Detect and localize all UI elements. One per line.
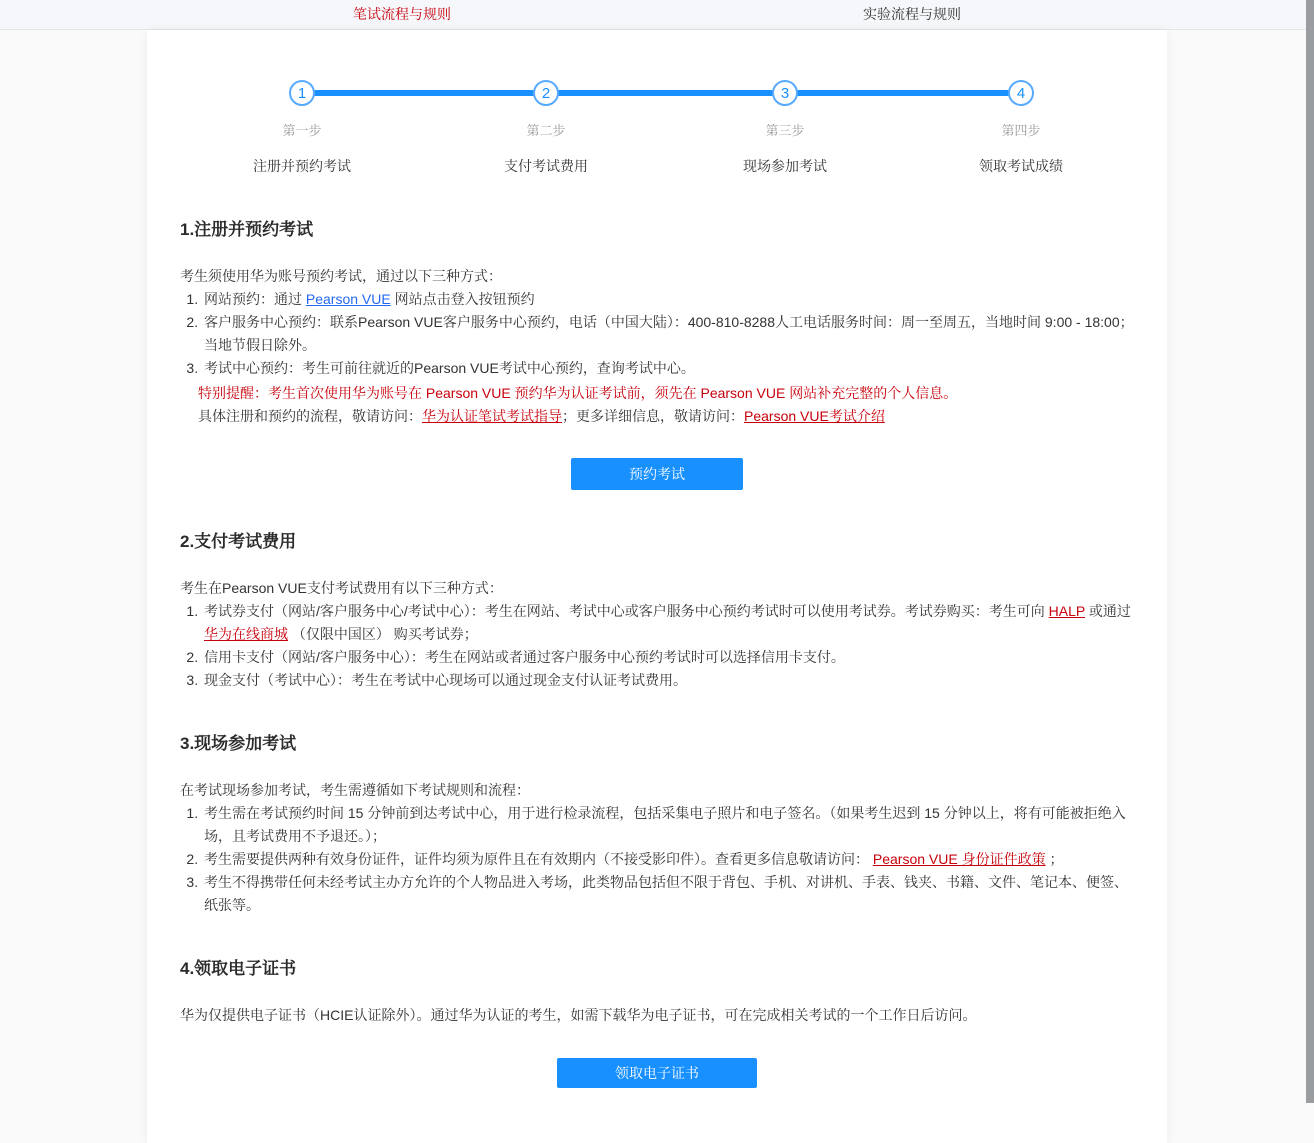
link-id-policy[interactable]: Pearson VUE 身份证件政策 (872, 851, 1046, 867)
tab-lab-exam-process[interactable]: 实验流程与规则 (863, 6, 961, 22)
guide-links-line (180, 405, 1134, 428)
step-2-label: 第二步 (526, 123, 566, 138)
section-1-item-1 (202, 288, 1134, 311)
step-1-title: 注册并预约考试 (253, 158, 351, 174)
step-2 (446, 80, 646, 176)
section-2-item-1 (202, 600, 1134, 646)
book-exam-button[interactable]: 预约考试 (571, 458, 743, 490)
section-3-item-3: 3. 考生不得携带任何未经考试主办方允许的个人物品进入考场，此类物品包括但不限于背包、手机、对讲机、手表、钱夹、书籍、文件、笔记本、便签、纸张等。 (202, 871, 1134, 917)
process-content (147, 220, 1167, 1143)
exam-process-card (147, 30, 1167, 1143)
section-3-item-1: 1. 考生需在考试预约时间 15 分钟前到达考试中心，用于进行检录流程，包括采集电子照片和电子签名。（如果考生迟到 15 分钟以上，将有可能被拒绝入场，且考试费用不予退还。）； (202, 802, 1134, 848)
section-2-intro: 考生在Pearson VUE支付考试费用有以下三种方式： (180, 580, 503, 596)
section-3-list (180, 802, 1134, 917)
section-1-item-3: 3. 考试中心预约：考生可前往就近的Pearson VUE考试中心预约，查询考试中心。 (202, 357, 1134, 380)
step-3-title: 现场参加考试 (743, 158, 827, 174)
step-4 (921, 80, 1121, 176)
section-1-item-2: 2. 客户服务中心预约：联系Pearson VUE客户服务中心预约，电话（中国大陆）：400-810-8288人工电话服务时间：周一至周五，当地时间 9:00 - 18:00；当地节假日除外。 (202, 311, 1134, 357)
step-1-label: 第一步 (282, 123, 322, 138)
section-4-heading: 4.领取电子证书 (180, 959, 297, 978)
tab-container (147, 0, 1167, 29)
item-text: 考生需要提供两种有效身份证件，证件均须为原件且在有效期内（不接受影印件）。查看更多信息敬请访问： (204, 851, 873, 867)
item-text: ； (1045, 851, 1064, 867)
stepper-connector-line (302, 90, 1022, 96)
section-2-item-2: 2. 信用卡支付（网站/客户服务中心）：考生在网站或者通过客户服务中心预约考试时可以选择信用卡支付。 (202, 646, 1134, 669)
special-reminder-text: 特别提醒：考生首次使用华为账号在 Pearson VUE 预约华为认证考试前，须先在 Pearson VUE 网站补充完整的个人信息。 (198, 385, 958, 401)
step-1-circle: 1 (289, 80, 315, 106)
link-pearson-exam-intro[interactable]: Pearson VUE考试介绍 (744, 408, 885, 424)
step-4-label: 第四步 (1001, 123, 1041, 138)
section-3-intro: 在考试现场参加考试，考生需遵循如下考试规则和流程： (180, 782, 530, 798)
scrollbar[interactable] (1306, 0, 1314, 1103)
link-pearson-vue[interactable]: Pearson VUE (305, 291, 391, 307)
section-2-list (180, 600, 1134, 692)
guide-text: 具体注册和预约的流程，敬请访问： (198, 408, 422, 424)
step-3-label: 第三步 (765, 123, 805, 138)
step-4-title: 领取考试成绩 (979, 158, 1063, 174)
section-1-intro: 考生须使用华为账号预约考试，通过以下三种方式： (180, 268, 502, 284)
section-1-list (180, 288, 1134, 380)
item-text: 网站预约：通过 (204, 291, 306, 307)
tab-written-exam-process[interactable]: 笔试流程与规则 (353, 6, 451, 22)
link-halp[interactable]: HALP (1048, 603, 1085, 619)
step-3-circle: 3 (772, 80, 798, 106)
section-2-heading: 2.支付考试费用 (180, 532, 297, 551)
guide-text: ；更多详细信息，敬请访问： (562, 408, 744, 424)
step-2-circle: 2 (533, 80, 559, 106)
exam-steps-stepper (147, 30, 1167, 210)
step-4-circle: 4 (1008, 80, 1034, 106)
section-3-heading: 3.现场参加考试 (180, 734, 297, 753)
link-written-exam-guide[interactable]: 华为认证笔试考试指导 (422, 408, 562, 424)
section-1-heading: 1.注册并预约考试 (180, 220, 314, 239)
top-tab-bar (0, 0, 1314, 30)
item-text: 考试券支付（网站/客户服务中心/考试中心）：考生在网站、考试中心或客户服务中心预约考试时可以使用考试券。考试券购买：考生可向 (204, 603, 1049, 619)
item-text: （仅限中国区） 购买考试券； (288, 626, 478, 642)
step-2-title: 支付考试费用 (504, 158, 588, 174)
link-huawei-online-store[interactable]: 华为在线商城 (204, 626, 288, 642)
step-1 (202, 80, 402, 176)
get-certificate-button[interactable]: 领取电子证书 (557, 1058, 757, 1088)
section-3-item-2 (202, 848, 1134, 871)
step-3 (685, 80, 885, 176)
section-4-body: 华为仅提供电子证书（HCIE认证除外）。通过华为认证的考生，如需下载华为电子证书，可在完成相关考试的一个工作日后访问。 (180, 1007, 977, 1023)
section-2-item-3: 3. 现金支付（考试中心）：考生在考试中心现场可以通过现金支付认证考试费用。 (202, 669, 1134, 692)
item-text: 网站点击登入按钮预约 (390, 291, 535, 307)
item-text: 或通过 (1085, 603, 1131, 619)
